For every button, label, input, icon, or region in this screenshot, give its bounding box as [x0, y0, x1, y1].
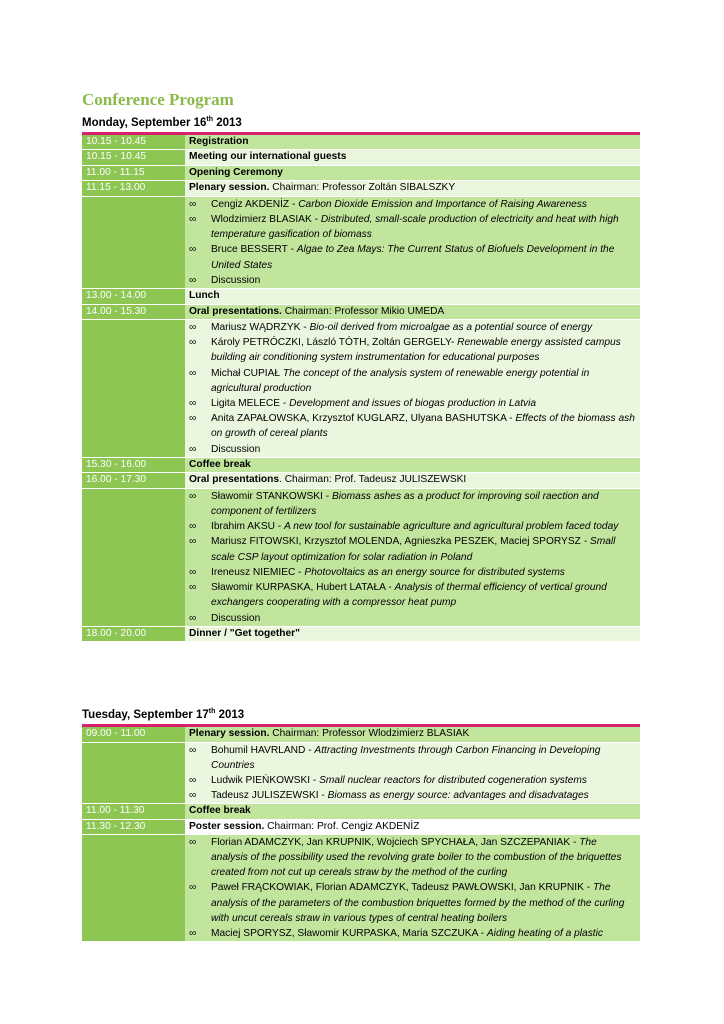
- time-cell: 13.00 - 14.00: [82, 289, 185, 305]
- program-page: [82, 88, 640, 942]
- time-cell: [82, 835, 185, 942]
- talk-authors: Florian ADAMCZYK, Jan KRUPNIK, Wojciech SPYCHAŁA, Jan SZCZEPANIAK -: [211, 836, 580, 848]
- session-cell: [185, 181, 640, 197]
- talk-item: [189, 396, 636, 411]
- talk-title: Carbon Dioxide Emission and Importance of Raising Awareness: [298, 198, 587, 210]
- talk-title: Effects of the biomass ash on growth of cereal plants: [211, 413, 635, 440]
- schedule-row: [82, 473, 640, 489]
- infinity-bullet-icon: ∞: [189, 398, 197, 410]
- schedule-row: [82, 135, 640, 150]
- session-cell: [185, 135, 640, 150]
- talk-list: [189, 743, 636, 804]
- talk-item: [189, 212, 636, 242]
- talk-item: [189, 580, 636, 610]
- infinity-bullet-icon: ∞: [189, 790, 197, 802]
- talk-item: [189, 773, 636, 788]
- infinity-bullet-icon: ∞: [189, 322, 197, 334]
- infinity-bullet-icon: ∞: [189, 244, 197, 256]
- schedule-row: [82, 304, 640, 320]
- session-title: Oral presentations: [189, 474, 280, 486]
- schedule-row: [82, 804, 640, 820]
- session-cell: [185, 196, 640, 288]
- schedule-row: [82, 727, 640, 742]
- session-cell: [185, 488, 640, 626]
- session-title: Plenary session.: [189, 182, 270, 194]
- talk-title: Algae to Zea Mays: The Current Status of Biofuels Development in the United States: [211, 244, 615, 271]
- time-cell: 16.00 - 17.30: [82, 473, 185, 489]
- time-cell: 15.30 - 16.00: [82, 457, 185, 473]
- session-cell: [185, 742, 640, 804]
- infinity-bullet-icon: ∞: [189, 413, 197, 425]
- day-spacer: [82, 642, 640, 704]
- days-container: [82, 112, 640, 942]
- session-title: Registration: [189, 135, 249, 147]
- infinity-bullet-icon: ∞: [189, 928, 197, 940]
- day-heading-sup: th: [208, 708, 216, 716]
- talk-item: [189, 788, 636, 803]
- session-cell: [185, 165, 640, 181]
- session-cell: [185, 835, 640, 942]
- talk-item: [189, 743, 636, 773]
- schedule-row: [82, 488, 640, 626]
- talk-title: Analysis of thermal efficiency of vertical ground exchangers cooperating with a compressor heat pump: [211, 582, 607, 609]
- talk-item: [189, 320, 636, 335]
- talk-list: [189, 197, 636, 288]
- talk-item: [189, 366, 636, 396]
- talk-authors: Discussion: [211, 612, 261, 624]
- time-cell: 10.15 - 10.45: [82, 135, 185, 150]
- schedule-row: [82, 181, 640, 197]
- session-cell: [185, 473, 640, 489]
- day-heading-text: Tuesday, September 17: [82, 709, 209, 722]
- infinity-bullet-icon: ∞: [189, 337, 197, 349]
- schedule-row: [82, 626, 640, 642]
- time-cell: [82, 742, 185, 804]
- talk-title: - Small scale CSP layout optimization for solar radiation in Poland: [211, 536, 616, 563]
- talk-authors: Bruce BESSERT -: [211, 244, 297, 256]
- schedule-row: [82, 457, 640, 473]
- talk-title: Aiding heating of a plastic: [486, 928, 603, 940]
- talk-title: Biomass ashes as a product for improving soil raection and component of fertilizers: [211, 490, 599, 518]
- infinity-bullet-icon: ∞: [189, 367, 197, 379]
- time-cell: 10.15 - 10.45: [82, 150, 185, 166]
- talk-authors: Discussion: [211, 443, 261, 455]
- talk-title: Photovoltaics as an energy source for distributed systems: [304, 566, 565, 578]
- session-title: Plenary session.: [189, 728, 270, 740]
- day-heading-year: 2013: [215, 709, 245, 722]
- talk-item: [189, 442, 636, 457]
- session-cell: [185, 320, 640, 458]
- talk-authors: Sławomir STANKOWSKI -: [211, 490, 332, 502]
- infinity-bullet-icon: ∞: [189, 490, 197, 502]
- talk-authors: Bohumil HAVRLAND -: [211, 744, 315, 756]
- time-cell: 09.00 - 11.00: [82, 727, 185, 742]
- talk-title: Biomass as energy source: advantages and disadvatages: [327, 790, 589, 802]
- infinity-bullet-icon: ∞: [189, 198, 197, 210]
- day-heading-text: Monday, September 16: [82, 116, 207, 129]
- talk-authors: Maciej SPORYSZ, Sławomir KURPASKA, Maria SZCZUKA -: [211, 928, 487, 940]
- talk-authors: Ibrahim AKSU -: [211, 521, 285, 533]
- infinity-bullet-icon: ∞: [189, 536, 197, 548]
- talk-list: [189, 320, 636, 457]
- talk-title: The analysis of the possibility used the revolving grate boiler to the combustion of the briquettes created from not cut up cereals straw by the method of the curling: [211, 836, 622, 879]
- talk-authors: Tadeusz JULISZEWSKI -: [211, 790, 328, 802]
- talk-title: Bio-oil derived from microalgae as a potential source of energy: [309, 322, 593, 334]
- session-cell: [185, 150, 640, 166]
- infinity-bullet-icon: ∞: [189, 774, 197, 786]
- time-cell: [82, 196, 185, 288]
- talk-item: [189, 489, 636, 519]
- talk-title: The analysis of the parameters of the combustion briquettes formed by the method of the curling with uncut cereals straw in various types of central heating boilers: [211, 882, 625, 924]
- session-title: Opening Ceremony: [189, 166, 283, 178]
- talk-authors: Discussion: [211, 274, 261, 286]
- session-title: Dinner / "Get together": [189, 627, 300, 639]
- time-cell: 11.15 - 13.00: [82, 181, 185, 197]
- talk-authors: Mariusz FITOWSKI, Krzysztof MOLENDA, Agnieszka PESZEK, Maciej SPORYSZ: [211, 536, 581, 548]
- infinity-bullet-icon: ∞: [189, 566, 197, 578]
- talk-authors: Károly PETRÓCZKI, László TÓTH, Zoltán GERGELY-: [211, 337, 458, 349]
- talk-authors: Ireneusz NIEMIEC -: [211, 566, 305, 578]
- talk-title: Distributed, small-scale production of electricity and heat with high temperature gasification of biomass: [211, 214, 619, 241]
- day-heading: [82, 112, 640, 131]
- session-cell: [185, 819, 640, 835]
- talk-authors: Cengiz AKDENİZ -: [211, 198, 299, 210]
- talk-item: [189, 926, 636, 941]
- session-cell: [185, 457, 640, 473]
- talk-authors: Sławomir KURPASKA, Hubert LATAŁA -: [211, 582, 395, 594]
- time-cell: [82, 320, 185, 458]
- talk-item: [189, 835, 636, 881]
- talk-authors: Paweł FRĄCKOWIAK, Florian ADAMCZYK, Tadeusz PAWŁOWSKI, Jan KRUPNIK -: [211, 882, 593, 894]
- talk-item: [189, 534, 636, 564]
- schedule-row: [82, 150, 640, 166]
- schedule-table: [82, 135, 640, 642]
- schedule-row: [82, 819, 640, 835]
- talk-authors: Michał CUPIAŁ: [211, 367, 283, 379]
- schedule-row: [82, 742, 640, 804]
- talk-item: [189, 565, 636, 580]
- schedule-row: [82, 320, 640, 458]
- talk-title: The concept of the analysis system of renewable energy potential in agricultural production: [211, 367, 590, 394]
- talk-item: [189, 197, 636, 212]
- talk-title: Attracting Investments through Carbon Financing in Developing Countries: [211, 744, 601, 771]
- infinity-bullet-icon: ∞: [189, 214, 197, 226]
- talk-title: Development and issues of biogas production in Latvia: [289, 398, 537, 410]
- talk-title: A new tool for sustainable agriculture and agricultural problem faced today: [284, 521, 619, 533]
- talk-list: [189, 489, 636, 626]
- infinity-bullet-icon: ∞: [189, 274, 197, 286]
- talk-item: [189, 519, 636, 534]
- talk-authors: Mariusz WĄDRZYK -: [211, 322, 310, 334]
- session-cell: [185, 626, 640, 642]
- session-chair: Chairman: Professor Mikio UMEDA: [281, 305, 445, 317]
- session-cell: [185, 289, 640, 305]
- schedule-row: [82, 196, 640, 288]
- session-title: Meeting our international guests: [189, 151, 347, 163]
- talk-item: [189, 880, 636, 926]
- talk-authors: Anita ZAPAŁOWSKA, Krzysztof KUGLARZ, Ulyana BASHUTSKA -: [211, 413, 516, 425]
- session-chair: Chairman: Prof. Cengiz AKDENİZ: [264, 820, 420, 832]
- infinity-bullet-icon: ∞: [189, 836, 197, 848]
- schedule-row: [82, 289, 640, 305]
- session-title: Oral presentations.: [189, 305, 282, 317]
- day-heading: [82, 704, 640, 723]
- infinity-bullet-icon: ∞: [189, 521, 197, 533]
- infinity-bullet-icon: ∞: [189, 882, 197, 894]
- session-title: Coffee break: [189, 458, 251, 470]
- page-title: Conference Program: [82, 90, 234, 109]
- session-title: Lunch: [189, 290, 220, 302]
- schedule-row: [82, 165, 640, 181]
- session-title: Poster session.: [189, 820, 265, 832]
- talk-item: [189, 335, 636, 365]
- talk-item: [189, 411, 636, 441]
- infinity-bullet-icon: ∞: [189, 612, 197, 624]
- schedule-row: [82, 835, 640, 942]
- session-chair: Chairman: Professor Zoltán SIBALSZKY: [269, 182, 456, 194]
- talk-title: Renewable energy assisted campus building air conditioning system instrumentation for educational purposes: [211, 337, 621, 364]
- talk-list: [189, 835, 636, 941]
- talk-item: [189, 611, 636, 626]
- time-cell: 11.00 - 11.15: [82, 165, 185, 181]
- talk-item: [189, 273, 636, 288]
- time-cell: 11.30 - 12.30: [82, 819, 185, 835]
- day-heading-year: 2013: [213, 116, 242, 129]
- time-cell: 18.00 - 20.00: [82, 626, 185, 642]
- time-cell: [82, 488, 185, 626]
- day-heading-sup: th: [206, 116, 214, 123]
- time-cell: 11.00 - 11.30: [82, 804, 185, 820]
- session-cell: [185, 727, 640, 742]
- session-cell: [185, 804, 640, 820]
- infinity-bullet-icon: ∞: [189, 443, 197, 455]
- session-chair: Chairman: Professor Wlodzimierz BLASIAK: [269, 728, 470, 740]
- talk-item: [189, 242, 636, 272]
- session-title: Coffee break: [189, 805, 251, 817]
- session-cell: [185, 304, 640, 320]
- infinity-bullet-icon: ∞: [189, 582, 197, 594]
- session-chair: . Chairman: Prof. Tadeusz JULISZEWSKI: [279, 474, 467, 486]
- talk-authors: Ligita MELECE -: [211, 398, 290, 410]
- talk-title: Small nuclear reactors for distributed cogeneration systems: [319, 774, 587, 786]
- talk-authors: Wlodzimierz BLASIAK -: [211, 214, 321, 226]
- talk-authors: Ludwik PIEŃKOWSKI -: [211, 774, 320, 786]
- infinity-bullet-icon: ∞: [189, 744, 197, 756]
- time-cell: 14.00 - 15.30: [82, 304, 185, 320]
- schedule-table: [82, 727, 640, 942]
